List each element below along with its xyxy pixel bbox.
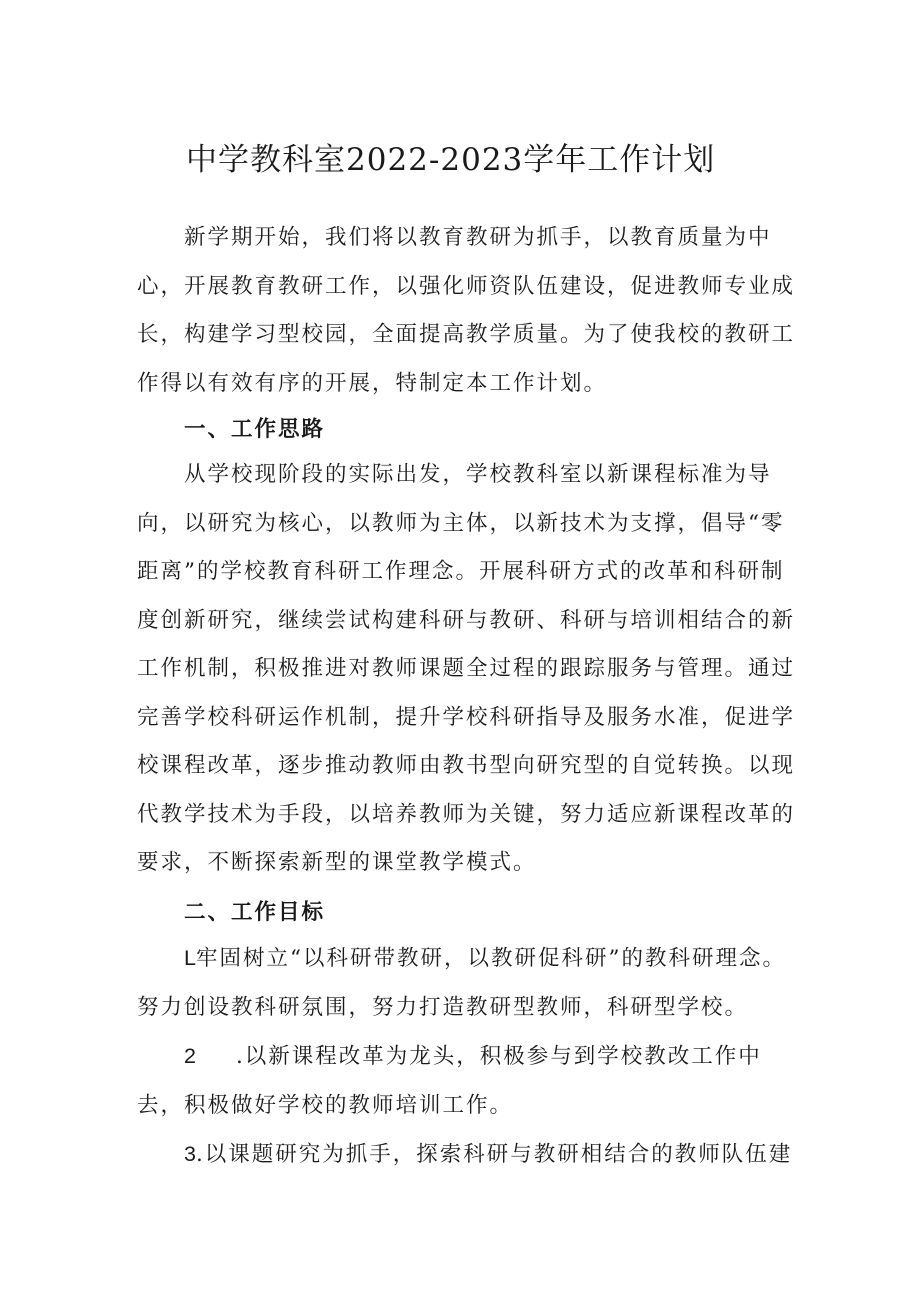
- work-ideas-paragraph: 从学校现阶段的实际出发，学校教科室以新课程标准为导向，以研究为核心，以教师为主体，以新技术为支撑，倡导“零距离”的学校教育科研工作理念。开展科研方式的改革和科研制度创新研究，继续尝试构建科研与教研、科研与培训相结合的新工作机制，积极推进对教师课题全过程的跟踪服务与管理。通过完善学校科研运作机制，提升学校科研指导及服务水准，促进学校课程改革，逐步推动教师由教书型向研究型的自觉转换。以现代教学技术为手段，以培养教师为关键，努力适应新课程改革的要求，不断探索新型的课堂教学模式。: [137, 462, 796, 875]
- goal-item-number: L: [184, 946, 196, 970]
- goal-item-text: 牢固树立“以科研带教研，以教研促科研”的教科研理念。努力创设教科研氛围，努力打造教研型教师，科研型学校。: [137, 946, 786, 1020]
- intro-paragraph: 新学期开始，我们将以教育教研为抓手，以教育质量为中心，开展教育教研工作，以强化师资队伍建设，促进教师专业成长，构建学习型校园，全面提高教学质量。为了使我校的教研工作得以有效有序的开展，特制定本工作计划。: [137, 225, 796, 396]
- document-title: 中学教科室2022-2023学年工作计划: [186, 142, 716, 178]
- goal-item-number: 2: [184, 1044, 196, 1068]
- goal-item-text: .以新课程改革为龙头，积极参与到学校教改工作中去，积极做好学校的教师培训工作。: [137, 1044, 762, 1118]
- section-heading-work-goals: 二、工作目标: [184, 900, 326, 925]
- goal-item: [137, 1130, 797, 1180]
- section-heading-work-ideas: 一、工作思路: [184, 417, 326, 442]
- goal-item-text: .以课题研究为抓手，探索科研与教研相结合的教师队伍建: [195, 1142, 793, 1167]
- goal-item: [137, 1032, 797, 1130]
- goal-item: [137, 934, 797, 1032]
- goal-item-number: 3: [184, 1142, 196, 1166]
